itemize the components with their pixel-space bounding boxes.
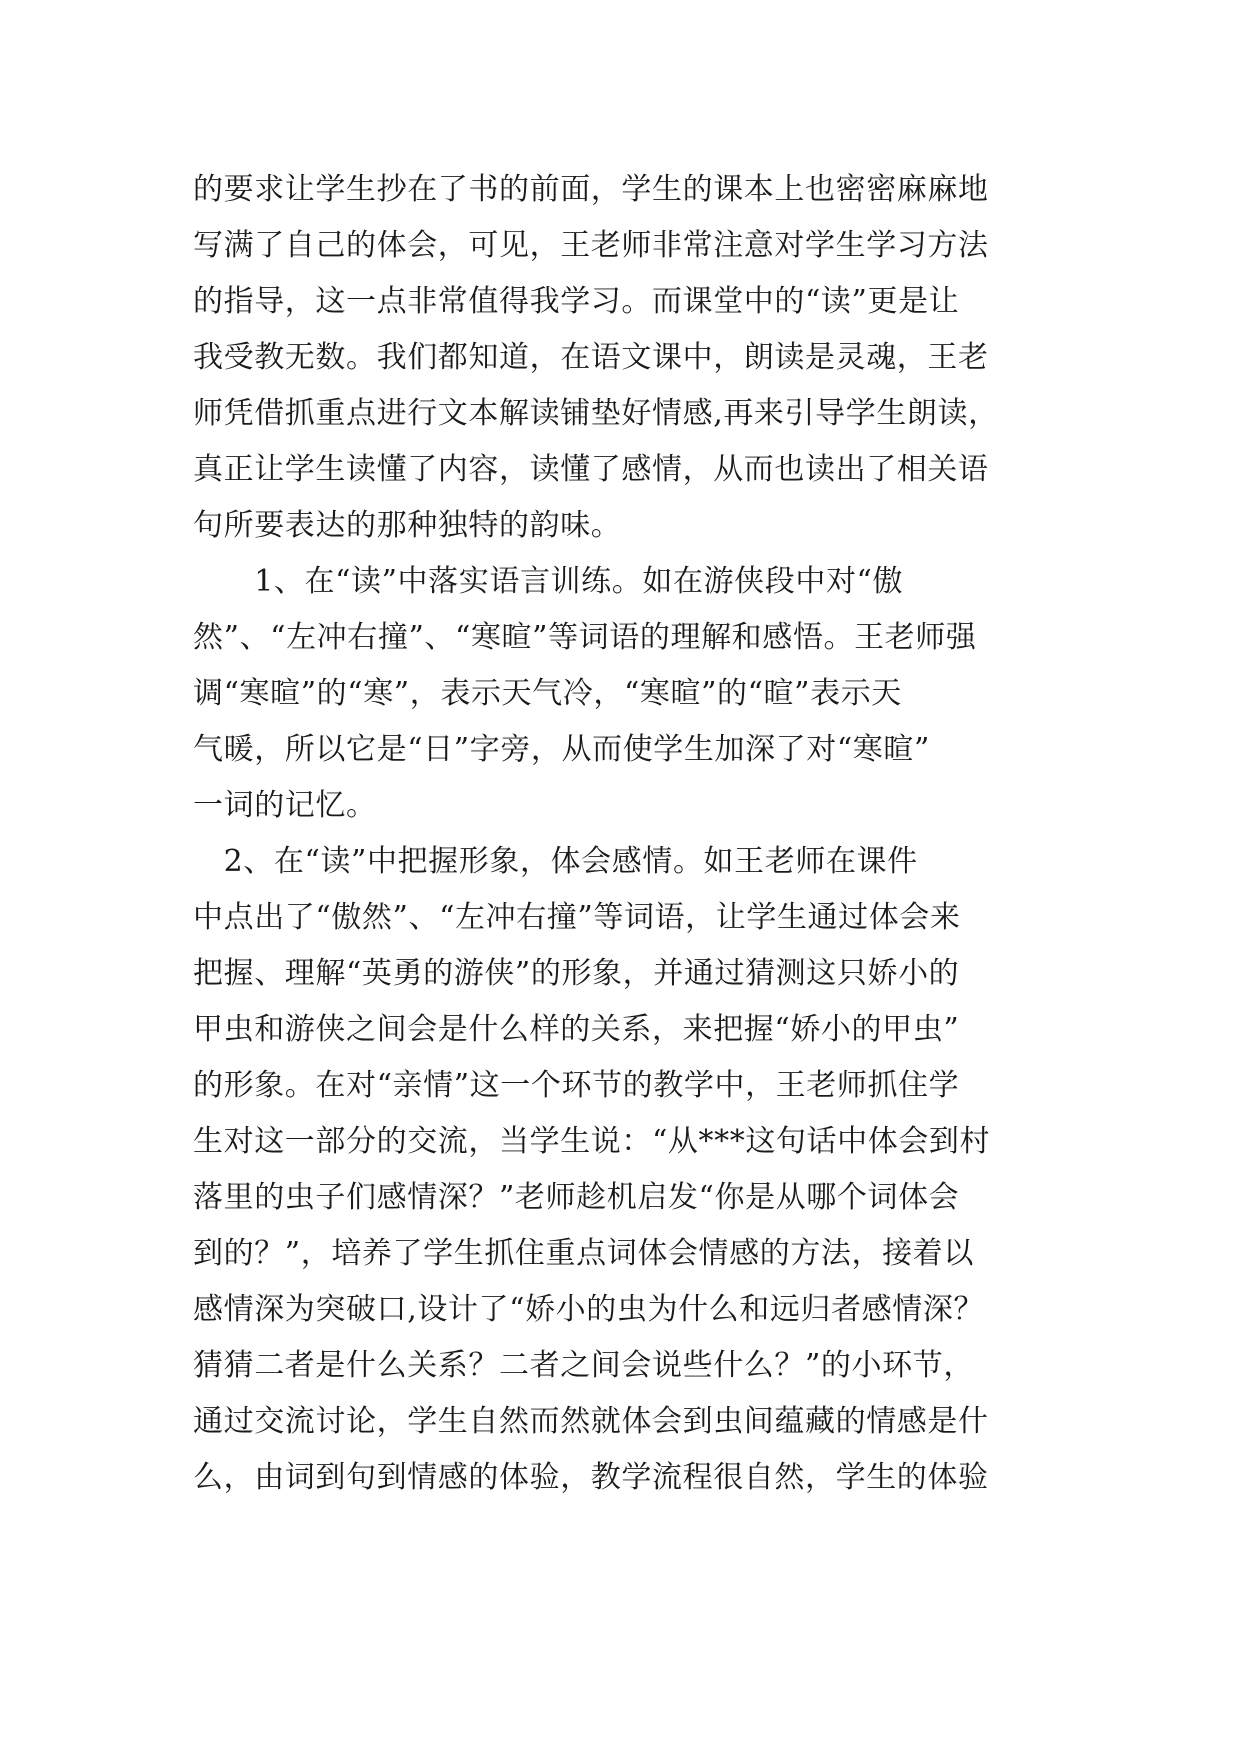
text-line: 的形象。在对“亲情”这一个环节的教学中，王老师抓住学 (193, 1068, 960, 1103)
text-line: 通过交流讨论，学生自然而然就体会到虫间蕴藏的情感是什 (193, 1404, 989, 1439)
text-line: 猜猜二者是什么关系？二者之间会说些什么？”的小环节， (193, 1348, 974, 1383)
text-line: 师凭借抓重点进行文本解读铺垫好情感,再来引导学生朗读， (193, 396, 999, 431)
text-line: 的指导，这一点非常值得我学习。而课堂中的“读”更是让 (193, 284, 960, 319)
text-line: 么，由词到句到情感的体验，教学流程很自然，学生的体验 (193, 1460, 989, 1495)
text-line: 1、在“读”中落实语言训练。如在游侠段中对“傲 (193, 564, 904, 599)
text-line: 感情深为突破口,设计了“娇小的虫为什么和远归者感情深？ (193, 1292, 985, 1327)
text-line: 一词的记忆。 (193, 788, 377, 823)
text-line: 中点出了“傲然”、“左冲右撞”等词语，让学生通过体会来 (193, 900, 961, 935)
text-line: 真正让学生读懂了内容，读懂了感情，从而也读出了相关语 (193, 452, 989, 487)
text-line: 2、在“读”中把握形象，体会感情。如王老师在课件 (193, 844, 918, 879)
text-line: 的要求让学生抄在了书的前面，学生的课本上也密密麻麻地 (193, 172, 989, 207)
text-line: 甲虫和游侠之间会是什么样的关系，来把握“娇小的甲虫” (193, 1012, 960, 1047)
text-line: 写满了自己的体会，可见，王老师非常注意对学生学习方法 (193, 228, 989, 263)
text-line: 调“寒暄”的“寒”，表示天气冷，“寒暄”的“暄”表示天 (193, 676, 902, 711)
text-line: 把握、理解“英勇的游侠”的形象，并通过猜测这只娇小的 (193, 956, 960, 991)
text-line: 到的？”，培养了学生抓住重点词体会情感的方法，接着以 (193, 1236, 974, 1271)
text-line: 气暖，所以它是“日”字旁，从而使学生加深了对“寒暄” (193, 732, 930, 767)
text-line: 然”、“左冲右撞”、“寒暄”等词语的理解和感悟。王老师强 (193, 620, 977, 655)
text-line: 生对这一部分的交流，当学生说：“从***这句话中体会到村 (193, 1124, 991, 1159)
body-text (193, 162, 1053, 1506)
text-line: 我受教无数。我们都知道，在语文课中，朗读是灵魂，王老 (193, 340, 989, 375)
text-line: 句所要表达的那种独特的韵味。 (193, 508, 622, 543)
text-line: 落里的虫子们感情深？”老师趁机启发“你是从哪个词体会 (193, 1180, 960, 1215)
